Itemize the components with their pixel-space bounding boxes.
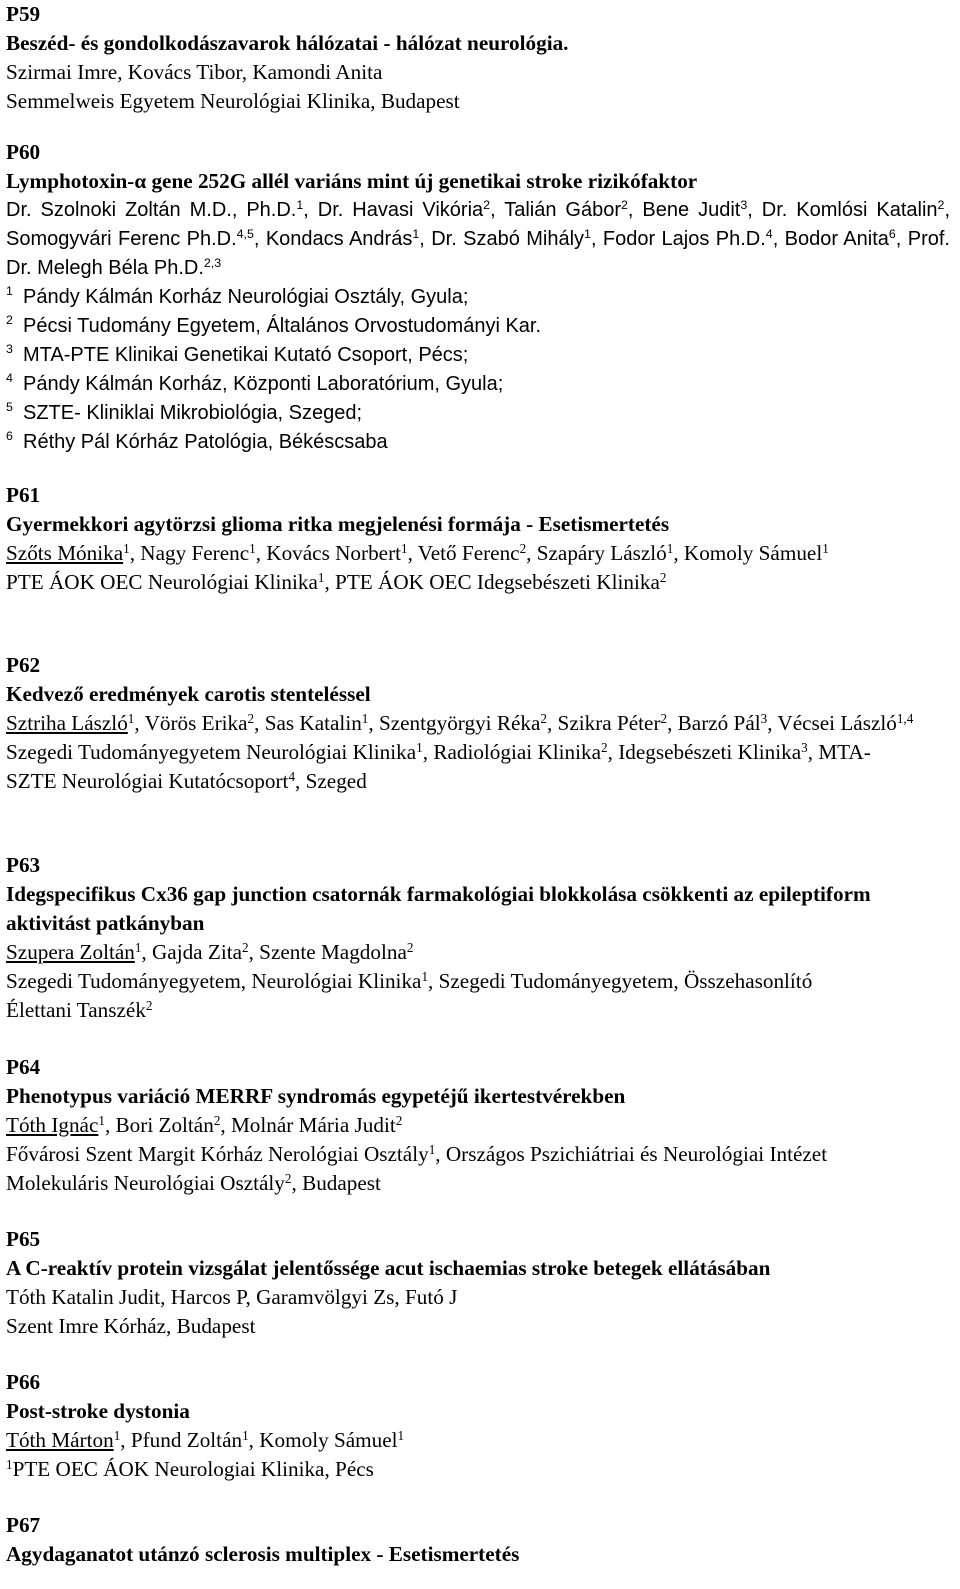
entry-code: P64	[6, 1055, 41, 1079]
affiliation-line: $^1$ Pándy Kálmán Korház Neurológiai Osztály, Gyula;	[6, 284, 469, 308]
affiliation-line: $^5$ SZTE- Kliniklai Mikrobiológia, Szeged;	[6, 400, 363, 424]
abstract-entry-p66	[6, 1368, 950, 1484]
entry-code: P66	[6, 1370, 41, 1394]
entry-affiliation: Szent Imre Kórház, Budapest	[6, 1314, 256, 1338]
entry-authors: Tóth Katalin Judit, Harcos P, Garamvölgyi Zs, Futó J	[6, 1285, 458, 1309]
entry-affiliation: Fővárosi Szent Margit Kórház Nerológiai Osztály$^1$, Országos Pszichiátriai és Neurológiai Intézet Molekuláris Neurológiai Osztály$^2$, Budapest	[6, 1141, 828, 1195]
entry-authors: Szirmai Imre, Kovács Tibor, Kamondi Anita	[6, 60, 383, 84]
entry-title: Agydaganatot utánzó sclerosis multiplex - Esetismertetés	[6, 1542, 520, 1566]
entry-title: Lymphotoxin-α gene 252G allél variáns mint új genetikai stroke rizikófaktor	[6, 169, 698, 193]
entry-authors: Dr. Szolnoki Zoltán M.D., Ph.D.$^1$, Dr. Havasi Vikória$^2$, Talián Gábor$^2$, Bene Judit$^3$, Dr. Komlósi Katalin$^2$, Somogyvári Ferenc Ph.D.$^{4,5}$, Kondacs András$^1$, Dr. Szabó Mihály$^1$, Fodor Lajos Ph.D.$^4$, Bodor Anita$^6$, Prof. Dr. Melegh Béla Ph.D.$^{2,3}$	[6, 198, 951, 279]
entry-title: A C-reaktív protein vizsgálat jelentőssége acut ischaemias stroke betegek ellátásában	[6, 1256, 771, 1280]
affiliation-line: $^3$ MTA-PTE Klinikai Genetikai Kutató Csoport, Pécs;	[6, 342, 469, 366]
entry-code: P59	[6, 2, 41, 26]
entry-affiliations	[6, 283, 950, 457]
abstract-entry-p63	[6, 851, 950, 1025]
entry-title: Phenotypus variáció MERRF syndromás egypetéjű ikertestvérekben	[6, 1084, 626, 1108]
abstract-entry-p64	[6, 1053, 950, 1198]
entry-code: P63	[6, 853, 41, 877]
entry-title: Gyermekkori agytörzsi glioma ritka megjelenési formája - Esetismertetés	[6, 512, 670, 536]
entry-title: Post-stroke dystonia	[6, 1399, 190, 1423]
abstract-entry-p65	[6, 1225, 950, 1341]
entry-authors: Tóth Márton$^1$, Pfund Zoltán$^1$, Komoly Sámuel$^1$	[6, 1427, 405, 1452]
abstract-entry-p67	[6, 1511, 950, 1569]
entry-code: P60	[6, 140, 41, 164]
entry-code: P65	[6, 1227, 41, 1251]
entry-affiliation: $^1$PTE OEC ÁOK Neurologiai Klinika, Pécs	[6, 1456, 374, 1481]
entry-affiliation: PTE ÁOK OEC Neurológiai Klinika$^1$, PTE ÁOK OEC Idegsebészeti Klinika$^2$	[6, 569, 667, 594]
entry-authors: Sztriha László$^1$, Vörös Erika$^2$, Sas Katalin$^1$, Szentgyörgyi Réka$^2$, Szikra Péter$^2$, Barzó Pál$^3$, Vécsei László$^{1,4}$	[6, 710, 914, 735]
affiliation-line: $^2$ Pécsi Tudomány Egyetem, Általános Orvostudományi Kar.	[6, 313, 542, 337]
abstract-entry-p59	[6, 0, 950, 116]
affiliation-line: $^6$ Réthy Pál Kórház Patológia, Békéscsaba	[6, 429, 388, 453]
entry-code: P67	[6, 1513, 41, 1537]
entry-code: P62	[6, 653, 41, 677]
entry-authors: Szupera Zoltán$^1$, Gajda Zita$^2$, Szente Magdolna$^2$	[6, 939, 414, 964]
entry-title: Idegspecifikus Cx36 gap junction csatornák farmakológiai blokkolása csökkenti az epileptiform aktivitást patkányban	[6, 882, 871, 935]
entry-affiliation: Semmelweis Egyetem Neurológiai Klinika, Budapest	[6, 89, 460, 113]
affiliation-line: $^4$ Pándy Kálmán Korház, Központi Laboratórium, Gyula;	[6, 371, 504, 395]
entry-authors: Szőts Mónika$^1$, Nagy Ferenc$^1$, Kovács Norbert$^1$, Vető Ferenc$^2$, Szapáry László$^1$, Komoly Sámuel$^1$	[6, 540, 829, 565]
abstract-entry-p62	[6, 651, 950, 796]
entry-affiliation: Szegedi Tudományegyetem, Neurológiai Klinika$^1$, Szegedi Tudományegyetem, Összehasonlító Élettani Tanszék$^2$	[6, 968, 813, 1022]
entry-code: P61	[6, 483, 41, 507]
abstract-entry-p60	[6, 138, 950, 457]
entry-authors: Tóth Ignác$^1$, Bori Zoltán$^2$, Molnár Mária Judit$^2$	[6, 1112, 403, 1137]
entry-title: Kedvező eredmények carotis stenteléssel	[6, 682, 371, 706]
abstract-entry-p61	[6, 481, 950, 597]
entry-affiliation: Szegedi Tudományegyetem Neurológiai Klinika$^1$, Radiológiai Klinika$^2$, Idegsebészeti Klinika$^3$, MTA-SZTE Neurológiai Kutatócsoport$^4$, Szeged	[6, 739, 871, 793]
entry-title: Beszéd- és gondolkodászavarok hálózatai - hálózat neurológia.	[6, 31, 569, 55]
